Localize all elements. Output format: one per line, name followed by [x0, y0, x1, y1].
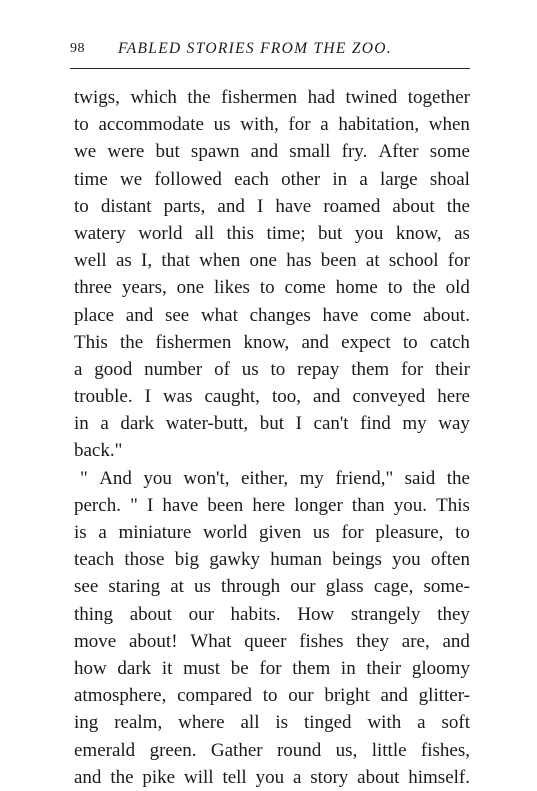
word: perch. [74, 494, 121, 516]
word: distant [100, 195, 152, 217]
word: time [74, 168, 108, 190]
word: three [74, 277, 112, 299]
word: said [404, 467, 436, 489]
word: you [392, 549, 421, 571]
word: their [435, 358, 470, 380]
text-line [74, 247, 470, 274]
word: tell [222, 766, 247, 788]
word: us [194, 576, 211, 598]
word: repay [297, 358, 340, 380]
word: than [351, 494, 385, 516]
word: in [332, 168, 348, 190]
word: them [351, 358, 390, 380]
word: trouble. [74, 386, 133, 408]
word: see [164, 304, 190, 326]
word: I [146, 494, 154, 516]
word: has [286, 250, 312, 272]
word: a [98, 522, 107, 543]
word: habitation, [338, 114, 420, 136]
word: to [402, 331, 418, 353]
word: home [335, 277, 378, 299]
word: gloomy [411, 657, 470, 679]
word: big [174, 549, 200, 571]
text-line [74, 709, 470, 736]
word: world [138, 222, 183, 244]
word: fishermen [155, 331, 232, 353]
word: realm, [114, 712, 163, 734]
word: and [74, 766, 102, 788]
word: parts, [163, 195, 206, 217]
word: habits. [230, 603, 281, 625]
word: know, [395, 222, 442, 244]
word: fry. [341, 141, 368, 163]
word: to [270, 358, 286, 380]
word: I [144, 386, 151, 408]
word: ing [74, 712, 99, 734]
word: little [371, 739, 407, 761]
word: a [359, 168, 368, 190]
word: time; [266, 222, 306, 244]
word: for [401, 358, 424, 380]
word: and [312, 386, 341, 408]
word: and [217, 195, 245, 217]
word: can't [313, 413, 349, 435]
word: and [301, 331, 329, 353]
word: had [307, 87, 336, 108]
word: of [214, 358, 230, 380]
word: often [430, 549, 470, 571]
text-line [74, 437, 470, 464]
word: us [241, 358, 259, 380]
word: they [437, 603, 470, 625]
word: find [360, 413, 391, 435]
text-line [74, 356, 470, 383]
word: glass [325, 576, 364, 598]
word: they [356, 630, 389, 652]
word: this [226, 222, 254, 244]
word: and [125, 304, 154, 326]
word: here [252, 494, 286, 516]
word: After [378, 141, 419, 163]
word: when [428, 114, 470, 136]
word: the [412, 277, 436, 299]
word: longer [294, 494, 343, 516]
word: How [297, 603, 335, 625]
word: our [290, 576, 316, 598]
word: for [259, 657, 282, 679]
word: What [190, 630, 232, 652]
text-line [74, 138, 470, 165]
word: for [288, 114, 311, 136]
word: some- [423, 576, 470, 598]
word: we [74, 141, 97, 163]
word: himself. [408, 766, 470, 788]
word: my [299, 467, 324, 489]
text-line [74, 546, 470, 573]
word: the [110, 766, 134, 788]
word: you [354, 222, 384, 244]
word: you [255, 766, 285, 788]
word: compared [177, 685, 252, 707]
word: school [388, 250, 439, 272]
text-line [74, 383, 470, 410]
word: twigs, [74, 87, 120, 108]
word: in [74, 413, 89, 435]
word: water-butt, [165, 413, 249, 435]
word: friend," [335, 467, 394, 489]
word: as [454, 222, 470, 244]
text-line [74, 519, 470, 546]
text-line [74, 274, 470, 301]
word: human [270, 549, 322, 571]
word: thing [74, 603, 114, 625]
word: years, [121, 277, 167, 299]
word: you. [393, 494, 428, 516]
word: those [124, 549, 165, 571]
word: see [74, 576, 99, 598]
word: catch [429, 331, 470, 353]
word: all [240, 712, 260, 734]
word: staring [108, 576, 161, 598]
word: my [402, 413, 427, 435]
word: come [284, 277, 326, 299]
word: about [392, 195, 435, 217]
word: accommodate [98, 114, 204, 136]
word: one [249, 250, 277, 272]
word: bright [324, 685, 370, 707]
word: but [259, 413, 285, 435]
word: And [99, 467, 132, 489]
word: our [188, 603, 214, 625]
word: glitter- [418, 685, 470, 707]
word: teach [74, 549, 115, 571]
word: I [256, 195, 264, 217]
word: " [130, 494, 138, 516]
running-title: FABLED STORIES FROM THE ZOO. [118, 40, 392, 57]
word: old [445, 277, 470, 299]
word: tinged [304, 712, 352, 734]
word: you [143, 467, 172, 489]
word: expect [341, 331, 391, 353]
word: that [161, 250, 190, 272]
word: been [320, 250, 357, 272]
word: cage, [373, 576, 414, 598]
word: a [74, 358, 83, 380]
word: have [275, 195, 312, 217]
text-line [74, 166, 470, 193]
word: roamed [323, 195, 381, 217]
word: pike [142, 766, 176, 788]
word: way [438, 413, 470, 435]
word: place [74, 304, 115, 326]
body-text [74, 84, 470, 791]
word: watery [74, 222, 126, 244]
page-header [70, 38, 470, 62]
word: dark [120, 413, 155, 435]
word: but [318, 222, 343, 244]
word: be [230, 657, 249, 679]
word: us, [335, 739, 358, 761]
word: world [203, 522, 248, 543]
word: to [387, 277, 403, 299]
text-line [74, 84, 470, 111]
word: a [320, 114, 329, 136]
word: must [183, 657, 221, 679]
word: the [119, 331, 144, 353]
word: the [187, 87, 211, 108]
word: round [276, 739, 322, 761]
word: miniature [118, 522, 192, 543]
text-line [74, 628, 470, 655]
word: other [281, 168, 321, 190]
word: twined [345, 87, 398, 108]
word: won't, [183, 467, 230, 489]
word: been [207, 494, 244, 516]
word: emerald [74, 739, 136, 761]
word: are, [401, 630, 430, 652]
word: atmosphere, [74, 685, 167, 707]
word: to [455, 522, 470, 543]
word: spawn [190, 141, 240, 163]
word: us [312, 522, 330, 543]
word: a [417, 712, 426, 734]
word: conveyed [352, 386, 426, 408]
word: have [322, 304, 359, 326]
word: our [288, 685, 314, 707]
text-line [74, 601, 470, 628]
word: at [365, 250, 380, 272]
word: for [447, 250, 470, 272]
word: us [213, 114, 231, 136]
word: queer [244, 630, 287, 652]
word: but [155, 141, 180, 163]
word: with, [240, 114, 279, 136]
word: dark [117, 657, 152, 679]
word: and [250, 141, 279, 163]
word: how [74, 657, 107, 679]
word: Gather [210, 739, 263, 761]
word: to [262, 685, 278, 707]
word: beings [332, 549, 382, 571]
word: to [74, 195, 89, 217]
word: where [178, 712, 225, 734]
word: about! [128, 630, 178, 652]
word: good [94, 358, 133, 380]
word: given [259, 522, 302, 543]
word: shoal [429, 168, 470, 190]
word: likes [214, 277, 250, 299]
word: This [436, 494, 470, 516]
text-line [74, 682, 470, 709]
word: in [340, 657, 356, 679]
text-line [74, 737, 470, 764]
text-line [74, 465, 470, 492]
word: small [289, 141, 331, 163]
word: about [129, 603, 172, 625]
word: large [379, 168, 418, 190]
word: as [115, 250, 132, 272]
word: back." [74, 440, 123, 462]
word: with [367, 712, 402, 734]
header-rule [70, 68, 470, 69]
word: followed [154, 168, 222, 190]
word: when [199, 250, 241, 272]
word: to [259, 277, 275, 299]
word: for [341, 522, 364, 543]
word: which [130, 87, 177, 108]
word: the [446, 195, 470, 217]
word: through [221, 576, 281, 598]
word: some [429, 141, 470, 163]
word: come [370, 304, 412, 326]
word: changes [249, 304, 311, 326]
word: all [195, 222, 215, 244]
word: what [200, 304, 238, 326]
word: I [295, 413, 302, 435]
text-line [74, 764, 470, 791]
word: fishes [299, 630, 344, 652]
word: is [74, 522, 87, 543]
word: fishermen [221, 87, 298, 108]
text-line [74, 655, 470, 682]
word: well [74, 250, 107, 272]
word: and [380, 685, 408, 707]
text-line [74, 111, 470, 138]
word: a [100, 413, 109, 435]
word: them [292, 657, 331, 679]
word: " [80, 467, 88, 489]
word: here [437, 386, 470, 408]
word: pleasure, [375, 522, 444, 543]
word: I, [141, 250, 153, 272]
text-line [74, 193, 470, 220]
word: each [234, 168, 269, 190]
word: will [184, 766, 214, 788]
word: and [442, 630, 470, 652]
word: move [74, 630, 117, 652]
text-line [74, 410, 470, 437]
word: caught, [204, 386, 260, 408]
word: it [161, 657, 173, 679]
word: the [446, 467, 470, 489]
word: number [144, 358, 203, 380]
page-number: 98 [70, 41, 85, 56]
text-line [74, 220, 470, 247]
word: to [74, 114, 89, 136]
word: were [107, 141, 145, 163]
word: have [162, 494, 199, 516]
word: gawky [209, 549, 260, 571]
text-line [74, 573, 470, 600]
word: too, [271, 386, 301, 408]
word: strangely [350, 603, 421, 625]
text-line [74, 302, 470, 329]
word: story [310, 766, 349, 788]
word: This [74, 331, 108, 353]
word: green. [149, 739, 197, 761]
word: soft [441, 712, 470, 734]
word: together [407, 87, 470, 108]
word: we [119, 168, 143, 190]
word: one [176, 277, 205, 299]
text-line [74, 329, 470, 356]
word: a [292, 766, 302, 788]
word: about. [422, 304, 470, 326]
word: either, [240, 467, 289, 489]
word: is [275, 712, 289, 734]
text-line [74, 492, 470, 519]
word: fishes, [420, 739, 470, 761]
word: at [170, 576, 184, 598]
word: their [366, 657, 402, 679]
word: know, [243, 331, 290, 353]
word: about [357, 766, 400, 788]
word: was [162, 386, 193, 408]
